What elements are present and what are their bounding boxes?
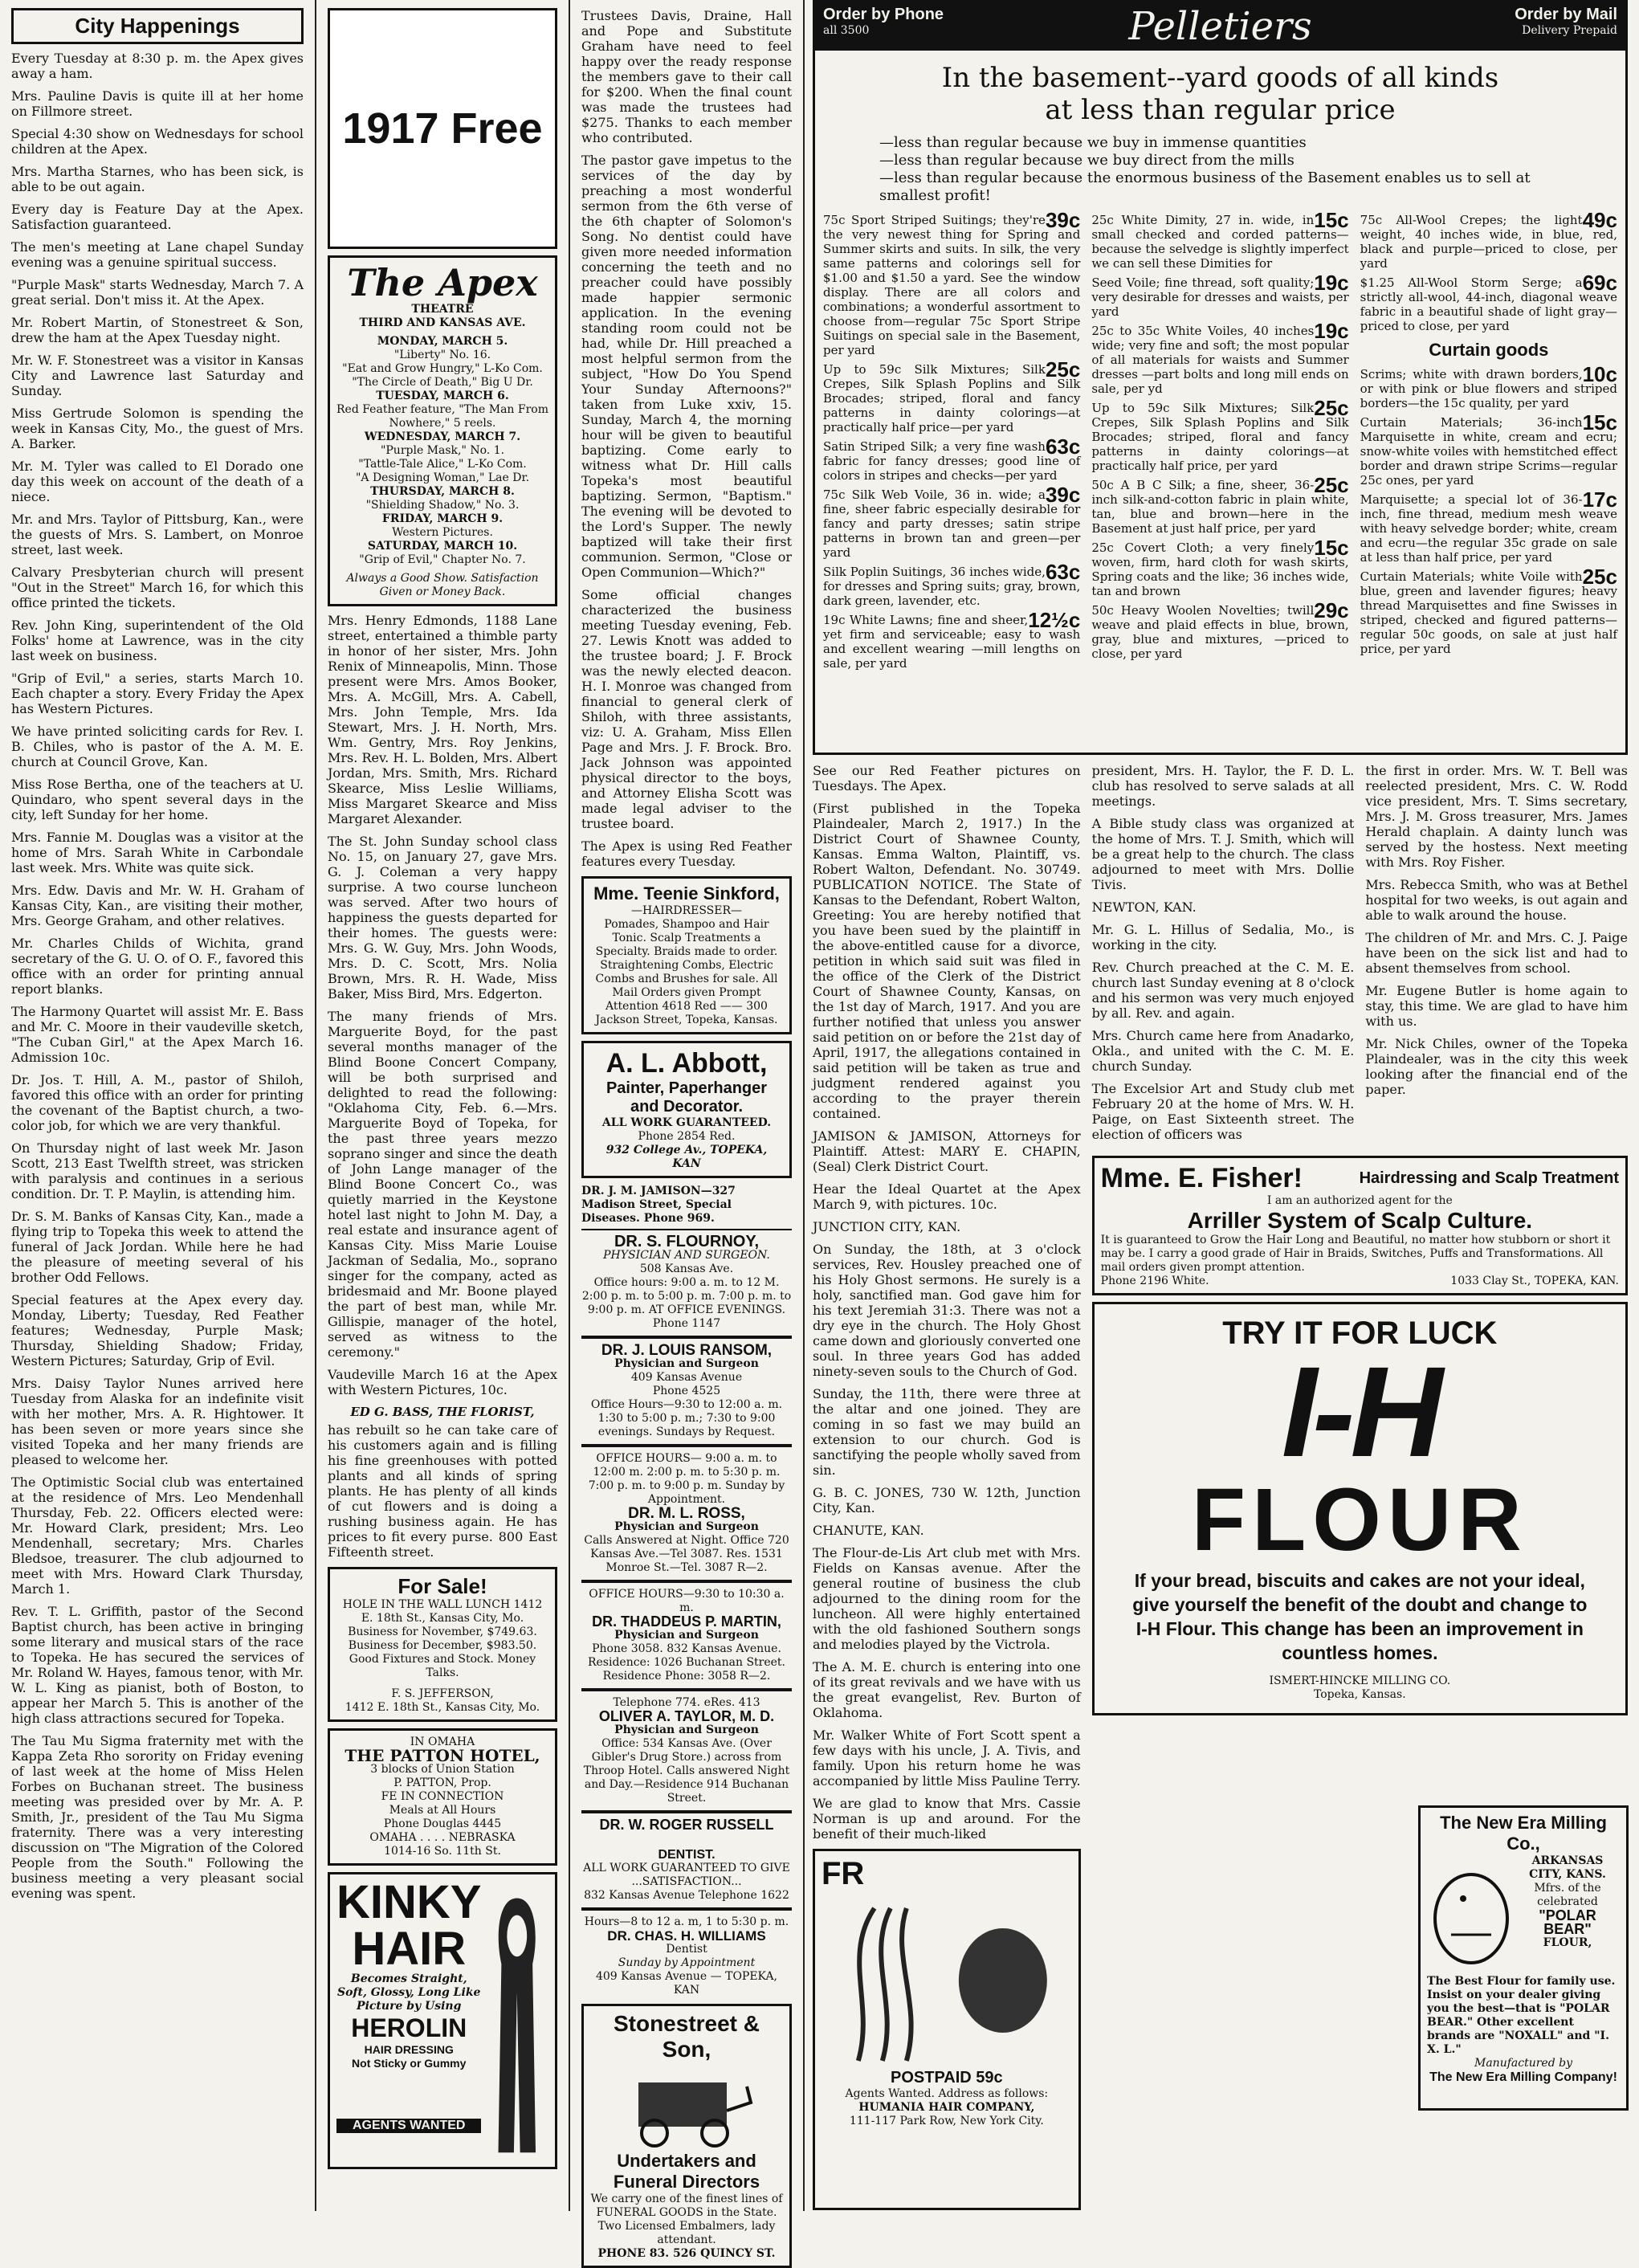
apex-schedule-line: THURSDAY, MARCH 8. — [370, 485, 515, 498]
news-item: Trustees Davis, Draine, Hall and Pope and Substitute Graham have need to feel happy over the ready response the members gave to their call for $200. When the final count was made the trustees had $275. Thanks to each member who contributed. — [581, 8, 792, 145]
item-price: 17c — [1582, 487, 1617, 512]
news-item: Every day is Feature Day at the Apex. Satisfaction guaranteed. — [11, 202, 304, 232]
new-era-title: The New Era Milling Co., — [1440, 1813, 1607, 1854]
item-price: 15c — [1314, 536, 1349, 560]
item-description: Seed Voile; fine thread, soft quality; very desirable for dresses and waists, per yard — [1091, 275, 1349, 319]
news-item: JAMISON & JAMISON, Attorneys for Plaintiff. Attest: MARY E. CHAPIN, (Seal) Clerk District Court. — [813, 1128, 1081, 1174]
apex-schedule-line: Western Pictures. — [392, 526, 493, 539]
fisher-phone: Phone 2196 White. — [1100, 1275, 1209, 1287]
item-price: 63c — [1045, 560, 1081, 584]
williams-card — [581, 1915, 792, 1997]
hair-ad-agents: Agents Wanted. Address as follows: — [845, 2087, 1049, 2100]
apex-schedule — [336, 335, 548, 567]
stonestreet-name: Stonestreet & Son, — [613, 2011, 760, 2062]
ross-hours: OFFICE HOURS— 9:00 a. m. to 12:00 m. 2:00 p. m. to 5:30 p. m. 7:00 p. m. to 9:00 p. m. Sunday by Appointment. — [588, 1452, 785, 1506]
news-item: Mrs. Daisy Taylor Nunes arrived here Tuesday from Alaska for an indefinite visit with her mother, Mrs. A. R. Hightower. It has been seven or more years since she visited Topeka and her many friends are pleased to welcome her. — [11, 1376, 304, 1467]
news-item: The Excelsior Art and Study club met February 20 at the home of Mrs. W. H. Paige, on East Sixteenth street. The election of officers was — [1091, 1081, 1355, 1142]
kinky-sub: Becomes Straight, Soft, Glossy, Long Like Picture by Using — [337, 1972, 481, 2013]
yard-goods-item — [1091, 271, 1349, 319]
divider — [581, 1688, 792, 1691]
news-item: JUNCTION CITY, KAN. — [813, 1219, 961, 1234]
news-item: Rev. Church preached at the C. M. E. church last Sunday evening at 8 o'clock and his sermon was very much enjoyed by all. Rev. and again. — [1091, 960, 1355, 1021]
news-item: "Grip of Evil," a series, starts March 10. Each chapter a story. Every Friday the Apex has Western Pictures. — [11, 671, 304, 716]
flournoy-address: 508 Kansas Ave. — [639, 1262, 734, 1275]
news-item: Mrs. Rebecca Smith, who was at Bethel hospital for two weeks, is out again and able to walk around the house. — [1365, 877, 1629, 923]
news-item: A Bible study class was organized at the home of Mrs. T. J. Smith, which will be a great help to the church. The class adjourned to meet with Mrs. Dollie Tivis. — [1091, 816, 1355, 892]
news-left — [813, 763, 1081, 2127]
item-description: Satin Striped Silk; a very fine wash fabric for fancy dresses; good line of colors in stripes and checks—per yard — [823, 439, 1081, 483]
society-news — [328, 613, 557, 1397]
taylor-role: Physician and Surgeon — [614, 1723, 759, 1736]
jamison-card: DR. J. M. JAMISON—327 Madison Street, Special Diseases. Phone 969. — [581, 1185, 792, 1230]
item-description: Marquisette; a special lot of 36-inch, fine thread, medium mesh weave with heavy selvedge border; white, cream and ecru—the regular 35c grade on sale at less than half price, per yard — [1360, 492, 1617, 565]
apex-schedule-line: "Tattle-Tale Alice," L-Ko Com. — [358, 458, 527, 471]
news-item: the first in order. Mrs. W. T. Bell was reelected president, Mrs. C. W. Rodd vice president, Mrs. T. Sims secretary, Mrs. J. M. Gross treasurer, Mrs. James Herald chaplain. A dainty lunch was served by the hostess. Next meeting with Mrs. Roy Fisher. — [1365, 763, 1629, 870]
martin-text: Phone 3058. 832 Kansas Avenue. Residence: 1026 Buchanan Street. Residence Phone: 3058 R—2. — [587, 1642, 786, 1683]
apex-schedule-line: "Shielding Shadow," No. 3. — [365, 499, 520, 512]
stonestreet-ad — [581, 2004, 792, 2268]
abbott-guarantee: ALL WORK GUARANTEED. — [601, 1116, 772, 1129]
item-description: 75c Silk Web Voile, 36 in. wide; a fine, sheer fabric especially desirable for fancy and party dresses; satin stripe patterns in brown tan and green—per yard — [823, 487, 1081, 560]
item-price: 39c — [1045, 483, 1081, 507]
news-item: Mr. Nick Chiles, owner of the Topeka Plaindealer, was in the city this week looking after the financial end of the paper. — [1365, 1036, 1629, 1097]
abbott-phone: Phone 2854 Red. — [638, 1130, 736, 1143]
herolin-kind: HAIR DRESSING — [364, 2043, 454, 2056]
ransom-card — [581, 1344, 792, 1439]
ross-name: DR. M. L. ROSS, — [628, 1505, 745, 1522]
polar-bear-icon — [1427, 1854, 1515, 1975]
news-item: Mr. Charles Childs of Wichita, grand secretary of the G. U. O. of O. F., favored this office with an order for printing annual report blanks. — [11, 936, 304, 997]
city-happenings-column — [0, 0, 315, 2211]
ross-role: Physician and Surgeon — [614, 1520, 759, 1533]
ih-logo: I-H — [1281, 1340, 1438, 1483]
hotel-location: IN OMAHA — [410, 1736, 475, 1748]
apex-schedule-line: TUESDAY, MARCH 6. — [376, 390, 509, 402]
flour-mill: ISMERT-HINCKE MILLING CO. — [1269, 1674, 1451, 1687]
news-item: Sunday, the 11th, there were three at the altar and one joined. They are coming in so fast we may build an extension to our church. God is sanctifying the people wholly saved from sin. — [813, 1386, 1081, 1478]
news-item: The A. M. E. church is entering into one of its great revivals and we have with us the great evangelist, Rev. Burton of Oklahoma. — [813, 1659, 1081, 1720]
hair-ad-head: FR — [822, 1856, 865, 1891]
stonestreet-phone: PHONE 83. 526 QUINCY ST. — [597, 2247, 776, 2260]
news-item: The children of Mr. and Mrs. C. J. Paige have been on the sick list and had to absent themselves from school. — [1365, 930, 1629, 976]
shiloh-column — [570, 0, 803, 2260]
agents-wanted: AGENTS WANTED — [336, 2119, 481, 2133]
for-sale-title: For Sale! — [398, 1574, 487, 1598]
martin-name: DR. THADDEUS P. MARTIN, — [592, 1613, 781, 1630]
flournoy-hours: Office hours: 9:00 a. m. to 12 M. 2:00 p. m. to 5:00 p. m. 7:00 p. m. to 9:00 p. m. AT OFFICE EVENINGS. — [581, 1276, 792, 1316]
news-item: The Tau Mu Sigma fraternity met with the Kappa Zeta Rho sorority on Friday evening of last week at the home of Miss Helen Forbes on Buchanan street. The business meeting was presided over by Mr. A. P. Smith, Jr., president of the Tau Mu Sigma fraternity. There was a very interesting discussion on "The Migration of the Colored People from the South." Following the business meeting a very pleasant social evening was spent. — [11, 1733, 304, 1901]
item-price: 15c — [1314, 208, 1349, 232]
apex-column — [316, 0, 569, 2211]
curtain-goods-list — [1360, 362, 1617, 656]
flournoy-name: DR. S. FLOURNOY, — [614, 1233, 759, 1250]
reason-line: —less than regular because we buy in immense quantities — [879, 134, 1307, 151]
taylor-card — [581, 1696, 792, 1805]
news-item: Rev. John King, superintendent of the Old Folks' home at Lawrence, was in the city last week on business. — [11, 618, 304, 663]
apex-schedule-line: "Eat and Grow Hungry," L-Ko Com. — [342, 362, 543, 375]
new-era-bottom: The New Era Milling Company! — [1429, 2070, 1617, 2084]
news-item: The Flour-de-Lis Art club met with Mrs. Fields on Kansas avenue. After the general routine of business the club adjourned to the dining room for the luncheon. All were highly entertained with the old fashioned Southern songs and melodies played by the Victrola. — [813, 1545, 1081, 1652]
item-price: 12½c — [1028, 608, 1081, 632]
yard-goods-item — [1091, 319, 1349, 396]
williams-appt: Sunday by Appointment — [618, 1956, 756, 1969]
news-item: Dr. Jos. T. Hill, A. M., pastor of Shiloh, favored this office with an order for printing the covenant of the Baptist church, a two-color job, for which we are very thankful. — [11, 1072, 304, 1133]
fisher-role: Hairdressing and Scalp Treatment — [1359, 1169, 1619, 1187]
news-item: CHANUTE, KAN. — [813, 1523, 924, 1538]
item-description: 75c All-Wool Crepes; the light weight, 40 inches wide, in blue, red, black and purple—priced to close, per yard — [1360, 213, 1617, 271]
phone-number: all 3500 — [823, 24, 870, 37]
apex-address: THIRD AND KANSAS AVE. — [359, 316, 526, 329]
taylor-text: Office: 534 Kansas Ave. (Over Gibler's Drug Store.) across from Throop Hotel. Calls answered Night and Day.—Residence 914 Buchanan Street. — [583, 1737, 790, 1805]
item-price: 25c — [1314, 396, 1349, 420]
sinkford-ad — [581, 876, 792, 1034]
yard-goods-item — [1360, 362, 1617, 410]
item-price: 25c — [1314, 473, 1349, 497]
abbott-address: 932 College Av., TOPEKA, KAN — [605, 1144, 768, 1170]
hotel-name: THE PATTON HOTEL, — [345, 1746, 540, 1765]
divider — [581, 1444, 792, 1447]
item-description: Up to 59c Silk Mixtures; Silk Crepes, Silk Splash Poplins and Silk Brocades; striped, floral and fancy patterns in dainty colorings—at practically half price, per yard — [1091, 401, 1349, 473]
yard-goods-item — [1091, 208, 1349, 271]
fisher-name: Mme. E. Fisher! — [1100, 1163, 1303, 1193]
news-item: Some official changes characterized the business meeting Tuesday evening, Feb. 27. Lewis Knott was added to the trustee board; J. F. Brock was the newly elected deacon. H. I. Monroe was changed from financial to general clerk of Shiloh, with three assistants, viz: U. A. Graham, Miss Ellen Page and Mrs. J. F. Brock. Bro. Jack Johnson was appointed physical director to the boys, and Attorney Elisha Scott was made legal adviser to the trustee board. — [581, 587, 792, 831]
new-era-mfr: Mfrs. of the celebrated — [1534, 1882, 1601, 1908]
news-item: Dr. S. M. Banks of Kansas City, Kan., made a flying trip to Topeka this week to attend the funeral of Jack Jordan. While here he had the pleasure of meeting several of his brother Odd Fellows. — [11, 1209, 304, 1285]
kinky-title: KINKY — [336, 1876, 482, 1928]
apex-schedule-line: SATURDAY, MARCH 10. — [367, 540, 518, 553]
new-era-mfd: Manufactured by — [1474, 2057, 1572, 2070]
sinkford-role: —HAIRDRESSER— — [630, 904, 743, 917]
apex-schedule-line: Red Feather feature, "The Man From Nowhere," 5 reels. — [336, 403, 549, 430]
item-description: Curtain Materials; white Voile with blue, green and lavender figures; heavy thread Marquisettes and fine Swisses in striped, checked and figured patterns—regular 50c goods, on sale at just half price, per yard — [1360, 569, 1617, 656]
russell-role: DENTIST. — [658, 1848, 716, 1862]
ransom-address: 409 Kansas Avenue — [630, 1371, 743, 1384]
kinky-hair-ad — [328, 1872, 557, 2169]
item-description: Scrims; white with drawn borders, or with pink or blue flowers and striped borders—the 15c quality, per yard — [1360, 367, 1617, 410]
news-item: "Purple Mask" starts Wednesday, March 7. A great serial. Don't miss it. At the Apex. — [11, 277, 304, 308]
ross-text: Calls Answered at Night. Office 720 Kansas Ave.—Tel 3087. Res. 1531 Monroe St.—Tel. 3087 R—2. — [584, 1534, 789, 1574]
patton-hotel-ad — [328, 1728, 557, 1866]
hotel-city: OMAHA . . . . NEBRASKA — [369, 1831, 516, 1844]
news-item: Every Tuesday at 8:30 p. m. the Apex gives away a ham. — [11, 51, 304, 81]
yard-goods-column-3 — [1360, 208, 1617, 675]
new-era-milling-ad — [1418, 1805, 1629, 2111]
apex-schedule-line: "Purple Mask," No. 1. — [380, 444, 505, 457]
apex-schedule-line: "The Circle of Death," Big U Dr. — [352, 376, 533, 389]
fisher-text: It is guaranteed to Grow the Hair Long and Beautiful, no matter how stubborn or short it may be. I carry a good grade of Hair in Braids, Switches, Puffs and Transformations. All mail orders given prompt attention. — [1100, 1234, 1611, 1274]
ransom-phone: Phone 4525 — [652, 1385, 721, 1397]
item-price: 25c — [1582, 565, 1617, 589]
ransom-hours: Office Hours—9:30 to 12:00 a. m. 1:30 to 5:00 p. m.; 7:30 to 9:00 evenings. Sundays by Request. — [590, 1398, 783, 1438]
russell-address: 832 Kansas Avenue Telephone 1622 — [584, 1889, 789, 1902]
church-news — [581, 8, 792, 869]
fisher-system: Arriller System of Scalp Culture. — [1187, 1208, 1533, 1233]
williams-name: DR. CHAS. H. WILLIAMS — [607, 1928, 766, 1944]
apex-theatre-ad — [328, 255, 557, 606]
news-item: Mrs. Fannie M. Douglas was a visitor at the home of Mrs. Sarah White in Carbondale last week. Mrs. White was quite sick. — [11, 830, 304, 875]
sinkford-text: Pomades, Shampoo and Hair Tonic. Scalp Treatments a Specialty. Braids made to order. Straightening Combs, Electric Combs and Brushes for sale. All Mail Orders given Prompt Attention 4618 Red —— 300 Jackson Street, Topeka, Kansas. — [595, 918, 778, 1026]
russell-text: ALL WORK GUARANTEED TO GIVE ...SATISFACTION... — [583, 1862, 790, 1888]
yard-goods-column-2 — [1091, 208, 1349, 675]
news-item: The Optimistic Social club was entertained at the residence of Mrs. Leo Mendenhall Thursday, Feb. 22. Officers elected were: Mr. Howard Clark, president; Mrs. Leo Mendenhall, secretary; Mrs. Charles Bledsoe, treasurer. The club adjourned to meet with Mrs. Howard Clark Thursday, March 1. — [11, 1475, 304, 1597]
apex-name: The Apex — [347, 261, 538, 304]
flournoy-card — [581, 1235, 792, 1331]
new-era-city: ARKANSAS CITY, KANS. — [1529, 1854, 1606, 1881]
taylor-name: OLIVER A. TAYLOR, M. D. — [598, 1708, 775, 1724]
pelletiers-reasons — [815, 126, 1625, 213]
ransom-role: Physician and Surgeon — [614, 1357, 759, 1370]
hotel-meals: Meals at All Hours — [389, 1804, 496, 1817]
item-price: 39c — [1045, 208, 1081, 232]
item-description: 25c Covert Cloth; a very finely woven, firm, hard cloth for wash skirts, Spring coats and the like; 36 inches wide, tan and brown — [1091, 540, 1349, 598]
herolin-note: Not Sticky or Gummy — [352, 2057, 467, 2070]
for-sale-ad — [328, 1567, 557, 1722]
woman-portrait-icon — [486, 1879, 548, 2162]
sinkford-name: Mme. Teenie Sinkford, — [593, 883, 780, 904]
news-item: Miss Gertrude Solomon is spending the week in Kansas City, Mo., the guest of Mrs. A. Barker. — [11, 406, 304, 451]
martin-role: Physician and Surgeon — [614, 1629, 759, 1642]
new-era-brand: "POLAR BEAR" — [1539, 1907, 1596, 1937]
news-item: Calvary Presbyterian church will present "Out in the Street" March 16, for which this office printed the tickets. — [11, 565, 304, 610]
stonestreet-text: We carry one of the finest lines of FUNERAL GOODS in the State. Two Licensed Embalmers, lady attendant. — [590, 2193, 783, 2246]
news-item: The St. John Sunday school class No. 15, on January 27, gave Mrs. G. J. Coleman a very happy surprise. A two course luncheon was served. After two hours of happiness the guests departed for their homes. The guests were: Mrs. G. W. Guy, Mrs. John Woods, Mrs. D. C. Scott, Mrs. Nolia Brown, Mrs. R. H. Wade, Miss Baker, Miss Bird, Mrs. Edgerton. — [328, 834, 557, 1001]
martin-card — [581, 1588, 792, 1683]
hotel-phone: Phone Douglas 4445 — [383, 1817, 502, 1830]
news-item: president, Mrs. H. Taylor, the F. D. L. club has resolved to serve salads at all meetings. — [1091, 763, 1355, 809]
news-item: (First published in the Topeka Plaindealer, March 2, 1917.) In the District Court of Shawnee County, Kansas. Emma Walton, Plaintiff, vs. Robert Walton, Defendant. No. 30749. PUBLICATION NOTICE. The State of Kansas to the Defendant, Robert Walton, Greeting: You are hereby notified that you have been sued by the plaintiff in the above-entitled cause for a divorce, petition in which said suit was filed in the office of the Clerk of the District Court of Shawnee County, Kansas, on the 1st day of March, 1917. And you are further notified that unless you answer said petition on or before the 21st day of April, 1917, the allegations contained in said petition will be taken as true and judgment rendered against you according to the prayer therein contained. — [813, 801, 1081, 1121]
new-era-flour: FLOUR, — [1543, 1936, 1592, 1949]
russell-name: DR. W. ROGER RUSSELL — [599, 1817, 774, 1833]
news-item: Mr. G. L. Hillus of Sedalia, Mo., is working in the city. — [1091, 922, 1355, 952]
delivery-prepaid: Delivery Prepaid — [1522, 24, 1617, 37]
item-price: 49c — [1582, 208, 1617, 232]
fisher-ad — [1092, 1156, 1628, 1295]
item-price: 10c — [1582, 362, 1617, 386]
florist-text: has rebuilt so he can take care of his customers again and is filling his fine greenhouses with potted plants and all kinds of spring plants. He has plenty of all kinds of cut flowers and is doing a rushing business again. He has prices to fit every purse. 800 East Fifteenth street. — [328, 1422, 557, 1560]
yard-goods-item — [1360, 208, 1617, 271]
flournoy-role: PHYSICIAN AND SURGEON. — [603, 1249, 770, 1262]
city-happenings-title: City Happenings — [11, 8, 304, 44]
williams-role: Dentist — [666, 1943, 707, 1956]
divider — [581, 1580, 792, 1583]
city-happenings-list — [11, 51, 304, 1901]
hair-ad-company: HUMANIA HAIR COMPANY, — [858, 2101, 1035, 2114]
news-right — [1092, 763, 1628, 1739]
humania-hair-ad — [813, 1849, 1081, 2210]
item-price: 19c — [1314, 319, 1349, 343]
divider — [581, 1907, 792, 1911]
yard-goods-item — [1360, 565, 1617, 656]
order-by-mail: Order by Mail — [1515, 6, 1617, 23]
florist-heading: ED G. BASS, THE FLORIST, — [350, 1405, 535, 1419]
flournoy-phone: Phone 1147 — [652, 1317, 721, 1330]
reason-line: —less than regular because the enormous business of the Basement enables us to sell at smallest profit! — [879, 169, 1531, 204]
flour-word: FLOUR — [1191, 1471, 1528, 1569]
item-price: 15c — [1582, 410, 1617, 434]
news-item: See our Red Feather pictures on Tuesdays. The Apex. — [813, 763, 1081, 793]
hair-title: HAIR — [352, 1923, 467, 1975]
hair-ad-address: 111-117 Park Row, New York City. — [849, 2115, 1044, 2127]
yard-goods-item — [1360, 487, 1617, 565]
abbott-name: A. L. Abbott, — [605, 1048, 768, 1079]
news-item: Mrs. Edw. Davis and Mr. W. H. Graham of Kansas City, Kan., are visiting their mother, Mrs. George Graham, and other relatives. — [11, 883, 304, 928]
news-item: We are glad to know that Mrs. Cassie Norman is up and around. For the benefit of their much-liked — [813, 1796, 1081, 1842]
hotel-cafe: FE IN CONNECTION — [381, 1790, 504, 1803]
williams-hours: Hours—8 to 12 a. m, 1 to 5:30 p. m. — [584, 1915, 789, 1928]
news-item: Mr. Robert Martin, of Stonestreet & Son, drew the ham at the Apex Tuesday night. — [11, 315, 304, 345]
news-item: Mr. Walker White of Fort Scott spent a few days with his uncle, J. A. Tivis, and family. Upon his return home he was accompanied by little Miss Pauline Terry. — [813, 1728, 1081, 1789]
williams-address: 409 Kansas Avenue — TOPEKA, KAN — [595, 1970, 778, 1997]
abbott-role: Painter, Paperhanger and Decorator. — [605, 1079, 768, 1116]
apex-theatre-label: THEATRE — [411, 303, 474, 316]
item-price: 25c — [1045, 357, 1081, 381]
item-description: 25c to 35c White Voiles, 40 inches wide; very fine and soft; the most popular of all materials for waists and Summer dresses —part bolts and long mill ends on sale, per yd — [1091, 324, 1349, 396]
news-item: Vaudeville March 16 at the Apex with Western Pictures, 10c. — [328, 1367, 557, 1397]
apex-slogan: Always a Good Show. Satisfaction Given or Money Back. — [346, 572, 539, 598]
item-description: 50c Heavy Woolen Novelties; twill weave and plaid effects in blue, brown, gray, blue and mixtures, —priced to close, per yard — [1091, 603, 1349, 661]
yard-goods-item — [823, 357, 1081, 434]
item-description: Up to 59c Silk Mixtures; Silk Crepes, Silk Splash Poplins and Silk Brocades; striped, floral and fancy patterns in dainty colorings—at practically half price—per yard — [823, 362, 1081, 434]
yard-goods-item — [823, 208, 1081, 357]
yard-goods-item — [1360, 271, 1617, 333]
yard-goods-item — [1091, 396, 1349, 473]
apex-schedule-line: "A Designing Woman," Lae Dr. — [355, 471, 530, 484]
free-banner-text: 1917 Free — [342, 104, 543, 153]
flour-text: If your bread, biscuits and cakes are not your ideal, give yourself the benefit of the doubt and change to I-H Flour. This change has been an improvement in countless homes. — [1132, 1570, 1588, 1663]
ransom-name: DR. J. LOUIS RANSOM, — [601, 1342, 773, 1359]
news-item: We have printed soliciting cards for Rev. I. B. Chiles, who is pastor of the A. M. E. church at Council Grove, Kan. — [11, 724, 304, 769]
pelletiers-logo: Pelletiers — [1128, 4, 1312, 49]
news-item: Mrs. Pauline Davis is quite ill at her home on Fillmore street. — [11, 88, 304, 119]
new-era-text: The Best Flour for family use. Insist on your dealer giving you the best—that is "POLAR BEAR." Other excellent brands are "NOXALL" and "I. X. L." — [1427, 1975, 1616, 2056]
news-item: On Thursday night of last week Mr. Jason Scott, 213 East Twelfth street, was stricken with paralysis and continues in a serious condition. Dr. T. P. Maylin, is attending him. — [11, 1140, 304, 1201]
news-item: Hear the Ideal Quartet at the Apex March 9, with pictures. 10c. — [813, 1181, 1081, 1212]
fisher-address: 1033 Clay St., TOPEKA, KAN. — [1450, 1275, 1619, 1287]
news-item: On Sunday, the 18th, at 3 o'clock services, Rev. Housley preached one of his Holy Ghost sermons. He surely is a holy, sanctified man. God gave him for his text Jeremiah 31:3. There was not a dry eye in the church. The Holy Ghost came down and gloriously converted one soul. In three years God has added ninety-seven souls to the Church of God. — [813, 1242, 1081, 1379]
abbott-ad — [581, 1041, 792, 1178]
item-price: 29c — [1314, 598, 1349, 622]
news-item: Special 4:30 show on Wednesdays for school children at the Apex. — [11, 126, 304, 157]
yard-goods-item — [823, 434, 1081, 483]
item-description: Curtain Materials; 36-inch Marquisette in white, cream and ecru; snow-white voiles with hemstitched effect border and drawn stripe Scrims—regular 25c ones, per yard — [1360, 415, 1617, 487]
apex-schedule-line: WEDNESDAY, MARCH 7. — [364, 430, 521, 443]
item-description: 50c A B C Silk; a fine, sheer, 36-inch silk-and-cotton fabric in plain white, tan, blue and brown—here in the Basement at just half price, per yard — [1091, 478, 1349, 536]
martin-hours: OFFICE HOURS—9:30 to 10:30 a. m. — [589, 1588, 785, 1614]
hair-ad-offer: POSTPAID 59c — [890, 2069, 1003, 2086]
news-item: Mrs. Henry Edmonds, 1188 Lane street, entertained a thimble party in honor of her sister, Mrs. John Renix of Minneapolis, Minn. Those present were Mrs. Amos Booker, Mrs. A. McGill, Mrs. A. Cabell, Mrs. John Temple, Mrs. Ida Stewart, Mrs. J. H. North, Mrs. Wm. Gentry, Mrs. Roy Jenkins, Mrs. Rev. H. L. Bolden, Mrs. Albert Jordan, Mrs. Smith, Mrs. Richard Skearce, Miss Leslie Williams, Miss Margaret Skearce and Miss Margaret Alexander. — [328, 613, 557, 826]
divider — [581, 1810, 792, 1813]
pelletiers-headline: In the basement--yard goods of all kinds — [941, 62, 1499, 94]
reason-line: —less than regular because we buy direct from the mills — [879, 152, 1294, 169]
news-item: The men's meeting at Lane chapel Sunday evening was a genuine spiritual success. — [11, 239, 304, 270]
news-item: Mr. Eugene Butler is home again to stay, this time. We are glad to have him with us. — [1365, 983, 1629, 1029]
news-item: Miss Rose Bertha, one of the teachers at U. Quindaro, who spent several days in the city, left Sunday for her home. — [11, 777, 304, 822]
for-sale-address: 1412 E. 18th St., Kansas City, Mo. — [345, 1701, 540, 1714]
apex-schedule-line: "Liberty" No. 16. — [393, 349, 491, 361]
apex-schedule-line: MONDAY, MARCH 5. — [377, 335, 508, 348]
stonestreet-role: Undertakers and Funeral Directors — [613, 2151, 760, 2192]
news-item: Mrs. Martha Starnes, who has been sick, is able to be out again. — [11, 164, 304, 194]
fisher-agent: I am an authorized agent for the — [1266, 1194, 1453, 1207]
news-item: Rev. T. L. Griffith, pastor of the Second Baptist church, has been active in bringing some literary and musical stars of the race to Topeka. He has secured the services of Mr. Roland W. Hayes, famous tenor, with Mr. W. L. King as pianist, both of Boston, to appear her March 5. This is another of the high class attractions secured for Topeka. — [11, 1604, 304, 1726]
news-item: The Harmony Quartet will assist Mr. E. Bass and Mr. C. Moore in their vaudeville sketch, "The Cuban Girl," at the Apex March 16. Admission 10c. — [11, 1004, 304, 1065]
free-banner-ad — [328, 8, 557, 249]
item-price: 19c — [1314, 271, 1349, 295]
ih-flour-ad — [1092, 1302, 1628, 1715]
news-item: G. B. C. JONES, 730 W. 12th, Junction City, Kan. — [813, 1485, 1081, 1515]
taylor-tel: Telephone 774. eRes. 413 — [613, 1696, 760, 1709]
yard-goods-column-1 — [823, 208, 1081, 675]
ross-card — [581, 1452, 792, 1575]
item-description: $1.25 All-Wool Storm Serge; a strictly all-wool, 44-inch, diagonal weave fabric in a beautiful shade of light gray—priced to close, per yard — [1360, 275, 1617, 333]
hearse-icon — [590, 2062, 783, 2151]
news-item: Mr. M. Tyler was called to El Dorado one day this week on account of the death of a niece. — [11, 459, 304, 504]
news-item: Mr. W. F. Stonestreet was a visitor in Kansas City and Lawrence last Saturday and Sunday. — [11, 353, 304, 398]
yard-goods-item — [823, 608, 1081, 671]
item-price: 69c — [1582, 271, 1617, 295]
pelletiers-ad — [813, 0, 1628, 755]
pelletiers-subheadline: at less than regular price — [1045, 94, 1396, 126]
yard-goods-item — [823, 483, 1081, 560]
yard-goods-item — [823, 560, 1081, 608]
herolin-brand: HEROLIN — [351, 2013, 467, 2042]
divider — [581, 1336, 792, 1339]
yard-goods-item — [1091, 536, 1349, 598]
item-description: 75c Sport Striped Suitings; they're the very newest thing for Spring and Summer skirts and suits. In silk, the very same patterns and colorings sell for $1.00 and $1.50 a yard. See the window display. There are all colors and combinations; a wonderful assortment to choose from—regular 75c Sport Stripe Suitings on special sale in the Basement, per yard — [823, 213, 1081, 357]
news-item: Special features at the Apex every day. Monday, Liberty; Tuesday, Red Feather features; Wednesday, Purple Mask; Thursday, Shielding Shadow; Friday, Western Pictures; Saturday, Grip of Evil. — [11, 1292, 304, 1369]
news-item: Mr. and Mrs. Taylor of Pittsburg, Kan., were the guests of Mrs. S. Lambert, on Monroe street, last week. — [11, 512, 304, 557]
flour-try: TRY IT FOR LUCK — [1222, 1316, 1498, 1351]
news-item: The many friends of Mrs. Marguerite Boyd, for the past several months manager of the Blind Boone Concert Company, will be both surprised and delighted to read the following: "Oklahoma City, Feb. 6.—Mrs. Marguerite Boyd of Topeka, for the past three years mezzo soprano singer and since the death of John Lange manager of the Blind Boone Concert Co., was quietly married in the Keystone hotel last night to John M. Day, a real estate and insurance agent of Kansas City. Miss Marie Louise Jackman of Sedalia, Mo., soprano singer for the company, acted as bridesmaid and Mr. Boone played the part of best man, while Mr. Gillispie, manager of the hotel, served as witness to the ceremony." — [328, 1009, 557, 1360]
apex-schedule-line: FRIDAY, MARCH 9. — [381, 512, 504, 525]
russell-card — [581, 1818, 792, 1903]
hotel-sub: 3 blocks of Union Station — [370, 1763, 515, 1776]
news-item: Mrs. Church came here from Anadarko, Okla., and united with the C. M. E. church Sunday. — [1091, 1028, 1355, 1074]
item-price: 63c — [1045, 434, 1081, 459]
hair-switch-icon — [822, 1892, 1072, 2069]
flour-city: Topeka, Kansas. — [1314, 1688, 1406, 1701]
yard-goods-item — [1360, 410, 1617, 487]
order-by-phone: Order by Phone — [823, 6, 944, 23]
yard-goods-item — [1091, 598, 1349, 661]
news-item: The pastor gave impetus to the services of the day by preaching a most wonderful sermon from the 6th verse of the 6th chapter of Solomon's Song. No dentist could have given more needed information concerning the teeth and no preacher could have possibly made happier sermonic application. In the evening standing room could not be had, while Dr. Hill preached a most helpful sermon from the subject, "How Do You Spend Your Sunday Afternoons?" taken from Luke xxiv, 15. Sunday, March 4, the morning hour will be given to beautiful baptizing. Come early to witness what Dr. Hill calls Topeka's most beautiful baptizing. Sermon, "Baptism." The evening will be devoted to the Lord's Supper. The newly baptized will take their first communion. Sermon, "Close or Open Communion—Which?" — [581, 153, 792, 580]
for-sale-text: HOLE IN THE WALL LUNCH 1412 E. 18th St., Kansas City, Mo. Business for November, $749.63. Business for December, $983.50. Good Fixtures and Stock. Money Talks. — [342, 1598, 543, 1679]
right-page — [805, 0, 1639, 2211]
curtain-goods-title: Curtain goods — [1429, 340, 1549, 360]
news-item: NEWTON, KAN. — [1091, 899, 1197, 915]
hotel-prop: P. PATTON, Prop. — [393, 1776, 491, 1789]
hotel-street: 1014-16 So. 11th St. — [384, 1845, 501, 1858]
item-description: 19c White Lawns; fine and sheer, yet firm and serviceable; easy to wash and excellent wearing —mill lengths on sale, per yard — [823, 613, 1081, 671]
news-item: The Apex is using Red Feather features every Tuesday. — [581, 838, 792, 869]
item-description: Silk Poplin Suitings, 36 inches wide, for dresses and Spring suits; gray, brown, dark green, lavender, etc. — [823, 565, 1081, 608]
apex-schedule-line: "Grip of Evil," Chapter No. 7. — [359, 553, 526, 566]
item-description: 25c White Dimity, 27 in. wide, in small checked and corded patterns—because the selvedge is slightly imperfect we can sell these Dimities for — [1091, 213, 1349, 271]
for-sale-name: F. S. JEFFERSON, — [391, 1687, 494, 1700]
yard-goods-item — [1091, 473, 1349, 536]
